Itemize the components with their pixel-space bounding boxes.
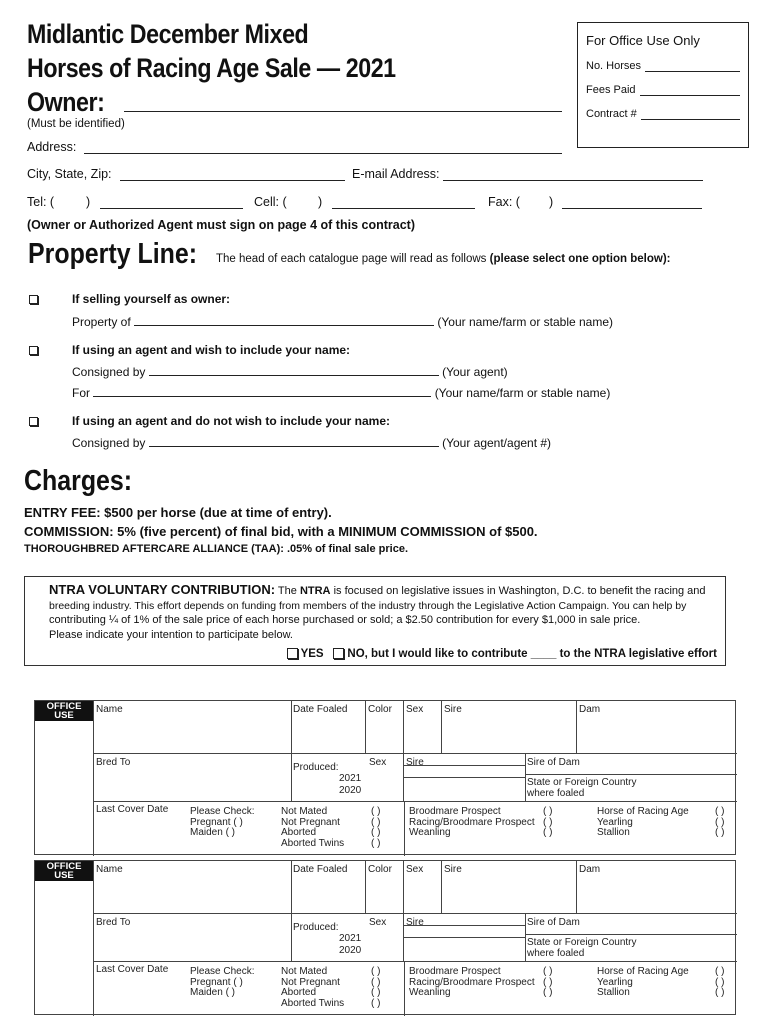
ntra-legislative: legislative effort (628, 647, 717, 660)
for-hint: (Your name/farm or stable name) (434, 386, 611, 400)
owner-label: Owner: (27, 87, 105, 117)
contract-field[interactable] (641, 110, 740, 120)
horse-racing-age-label: Horse of Racing Age (597, 806, 689, 817)
tel-field[interactable] (100, 195, 243, 209)
commission-line: COMMISSION: 5% (five percent) of final bid, with a MINIMUM COMMISSION of $500. (24, 524, 538, 539)
state-country-line2: where foaled (527, 787, 585, 799)
stallion-label: Stallion (597, 987, 630, 998)
weanling-label: Weanling (409, 827, 451, 838)
form-title-line1: Midlantic December Mixed (27, 19, 309, 49)
broodmare-prospect-label: Broodmare Prospect (409, 966, 501, 977)
address-field[interactable] (84, 140, 562, 154)
ntra-yes-checkbox[interactable] (287, 648, 298, 659)
pregnant-option[interactable]: Pregnant ( ) (190, 976, 243, 988)
office-use-tag (35, 861, 93, 881)
ntra-text1a: The (277, 585, 297, 597)
racing-broodmare-label: Racing/Broodmare Prospect (409, 976, 535, 988)
mating-status-group (281, 807, 344, 849)
racing-checks[interactable]: ( ) ( ) ( ) (715, 806, 725, 838)
ntra-line-1 (49, 582, 706, 599)
option-agent-name-head: If using an agent and wish to include your name: (72, 343, 351, 357)
pregnant-option[interactable]: Pregnant ( ) (190, 816, 243, 828)
sign-note: (Owner or Authorized Agent must sign on page 4 of this contract) (27, 218, 415, 232)
not-mated-label: Not Mated (281, 806, 328, 817)
tel-label: Tel: ( (27, 195, 55, 209)
fax-label: Fax: ( (488, 195, 520, 209)
last-cover-label: Last Cover Date (96, 964, 169, 975)
yearling-label: Yearling (597, 816, 633, 828)
owner-row (27, 86, 117, 118)
consigned-by-field[interactable] (149, 364, 439, 376)
option-agent-for-line (72, 385, 610, 400)
mating-status-checks[interactable]: ( ) ( ) ( ) ( ) (371, 966, 381, 1009)
state-country-label (527, 778, 637, 799)
address-label: Address: (27, 140, 77, 154)
ntra-choice-row (287, 647, 717, 662)
sire-label-2: Sire (406, 917, 424, 928)
no-horses-row (586, 60, 740, 72)
sire-label: Sire (444, 704, 462, 715)
produced-label: Produced: (293, 762, 339, 773)
contract-label: Contract # (586, 108, 637, 120)
please-check-group (190, 807, 254, 839)
aborted-twins-label: Aborted Twins (281, 997, 345, 1009)
aborted-twins-label: Aborted Twins (281, 837, 345, 849)
option-owner-line (72, 314, 613, 329)
state-country-line1: State or Foreign Country (527, 777, 637, 788)
bred-to-label: Bred To (96, 757, 131, 768)
last-cover-label: Last Cover Date (96, 804, 169, 815)
office-tag-line1: OFFICE (46, 861, 82, 872)
maiden-option[interactable]: Maiden ( ) (190, 987, 236, 998)
date-foaled-label: Date Foaled (293, 864, 348, 875)
office-use-title: For Office Use Only (586, 33, 700, 48)
state-country-label (527, 938, 637, 959)
charges-heading: Charges: (24, 465, 133, 497)
ntra-line-3: contributing ¼ of 1% of the sale price of each horse purchased or sold; a $2.50 contribution for every $1,000 in sale price. (49, 614, 641, 626)
email-label: E-mail Address: (352, 167, 440, 181)
bred-to-label: Bred To (96, 917, 131, 928)
office-tag-line2: USE (54, 870, 74, 881)
for-label: For (72, 386, 90, 400)
sex-label-2: Sex (369, 917, 387, 928)
produced-2020: 2020 (339, 785, 362, 796)
yearling-label: Yearling (597, 976, 633, 988)
ntra-text1c: is focused on legislative issues in Washington, D.C. to benefit the racing and (333, 585, 706, 597)
mating-status-group (281, 967, 344, 1009)
no-horses-field[interactable] (645, 62, 740, 72)
property-line-intro (216, 253, 670, 265)
property-line-intro-bold: (please select one option below): (489, 253, 671, 265)
not-pregnant-label: Not Pregnant (281, 816, 340, 828)
horse-racing-age-label: Horse of Racing Age (597, 966, 689, 977)
must-identify-note: (Must be identified) (27, 118, 125, 130)
for-field[interactable] (93, 385, 431, 397)
property-line-heading-row (28, 238, 214, 270)
produced-2020: 2020 (339, 945, 362, 956)
racing-group (597, 807, 689, 839)
ntra-line-4: Please indicate your intention to participate below. (49, 628, 293, 641)
ntra-yes-label: YES (300, 647, 324, 660)
name-label: Name (96, 864, 123, 875)
not-pregnant-label: Not Pregnant (281, 976, 340, 988)
sex-label: Sex (406, 864, 424, 875)
sex-label-2: Sex (369, 757, 387, 768)
racing-group (597, 967, 689, 999)
fees-paid-field[interactable] (640, 86, 740, 96)
property-line-intro-text: The head of each catalogue page will read as follows (216, 253, 487, 265)
consigned-by-label: Consigned by (72, 365, 146, 379)
cell-field[interactable] (332, 195, 475, 209)
ntra-contribution-box (24, 576, 726, 666)
fees-paid-row (586, 84, 740, 96)
cell-label: Cell: ( (254, 195, 287, 209)
prospect-group (409, 807, 535, 839)
city-label: City, State, Zip: (27, 167, 112, 181)
prospect-checks[interactable]: ( ) ( ) ( ) (543, 966, 553, 998)
state-country-line2: where foaled (527, 947, 585, 959)
owner-field[interactable] (124, 98, 562, 112)
sire-of-dam-label: Sire of Dam (527, 757, 580, 768)
fax-paren: ) (549, 195, 554, 209)
property-line-heading: Property Line: (28, 238, 198, 270)
please-check-group (190, 967, 254, 999)
horse-entry-block-1 (34, 700, 736, 855)
mating-status-checks[interactable]: ( ) ( ) ( ) ( ) (371, 806, 381, 849)
aborted-label: Aborted (281, 987, 317, 998)
sex-label: Sex (406, 704, 424, 715)
taa-line: THOROUGHBRED AFTERCARE ALLIANCE (TAA): .05% of final sale price. (24, 543, 409, 555)
name-label: Name (96, 704, 123, 715)
aborted-label: Aborted (281, 827, 317, 838)
state-country-line1: State or Foreign Country (527, 937, 637, 948)
consigned-by-hint: (Your agent) (442, 365, 508, 379)
horse-entry-block-2 (34, 860, 736, 1015)
date-foaled-label: Date Foaled (293, 704, 348, 715)
option-owner-checkbox[interactable] (29, 295, 38, 304)
sire-label-2: Sire (406, 757, 424, 768)
office-use-tag (35, 701, 93, 721)
city-field[interactable] (120, 167, 345, 181)
produced-2021: 2021 (339, 933, 362, 944)
ntra-ntra: NTRA (594, 647, 626, 660)
color-label: Color (368, 704, 392, 715)
sire-of-dam-label: Sire of Dam (527, 917, 580, 928)
ntra-to-the: to the (559, 647, 591, 660)
office-tag-line1: OFFICE (46, 701, 82, 712)
dam-label: Dam (579, 864, 601, 875)
option-agent-noname-checkbox[interactable] (29, 417, 38, 426)
prospect-group (409, 967, 535, 999)
please-check-label: Please Check: (190, 806, 255, 817)
not-mated-label: Not Mated (281, 966, 328, 977)
please-check-label: Please Check: (190, 966, 255, 977)
racing-broodmare-label: Racing/Broodmare Prospect (409, 816, 535, 828)
ntra-no-label: NO, but I would like to contribute (347, 647, 528, 660)
ntra-line-2: breeding industry. This effort depends on funding from members of the industry through the Legislative Action Campaign. You can help by (49, 599, 687, 612)
prospect-checks[interactable]: ( ) ( ) ( ) (543, 806, 553, 838)
email-field[interactable] (443, 167, 703, 181)
option-owner-head: If selling yourself as owner: (72, 292, 231, 306)
ntra-no-checkbox[interactable] (333, 648, 344, 659)
contract-row (586, 108, 740, 120)
stallion-label: Stallion (597, 827, 630, 838)
maiden-option[interactable]: Maiden ( ) (190, 827, 236, 838)
office-tag-line2: USE (54, 710, 74, 721)
consigned-by-2-label: Consigned by (72, 436, 146, 450)
option-agent-consigned-line (72, 364, 508, 379)
no-horses-label: No. Horses (586, 60, 642, 72)
consigned-by-2-field[interactable] (149, 435, 439, 447)
office-use-box (577, 22, 749, 148)
tel-paren: ) (86, 195, 91, 209)
property-of-label: Property of (72, 315, 131, 329)
property-of-field[interactable] (134, 314, 434, 326)
weanling-label: Weanling (409, 987, 451, 998)
produced-label: Produced: (293, 922, 339, 933)
racing-checks[interactable]: ( ) ( ) ( ) (715, 966, 725, 998)
option-agent-noname-line (72, 435, 551, 450)
produced-2021: 2021 (339, 773, 362, 784)
color-label: Color (368, 864, 392, 875)
consigned-by-2-hint: (Your agent/agent #) (442, 436, 552, 450)
cell-paren: ) (318, 195, 323, 209)
fees-paid-label: Fees Paid (586, 84, 636, 96)
option-agent-name-checkbox[interactable] (29, 346, 38, 355)
broodmare-prospect-label: Broodmare Prospect (409, 806, 501, 817)
ntra-amount-blank[interactable]: ____ (530, 647, 557, 660)
fax-field[interactable] (562, 195, 702, 209)
ntra-text1b: NTRA (299, 585, 331, 597)
sire-label: Sire (444, 864, 462, 875)
ntra-lead: NTRA VOLUNTARY CONTRIBUTION: (49, 582, 276, 597)
form-title-line2: Horses of Racing Age Sale — 2021 (27, 53, 396, 83)
dam-label: Dam (579, 704, 601, 715)
property-of-hint: (Your name/farm or stable name) (437, 315, 614, 329)
entry-fee-line: ENTRY FEE: $500 per horse (due at time of entry). (24, 505, 332, 520)
option-agent-noname-head: If using an agent and do not wish to include your name: (72, 414, 391, 428)
